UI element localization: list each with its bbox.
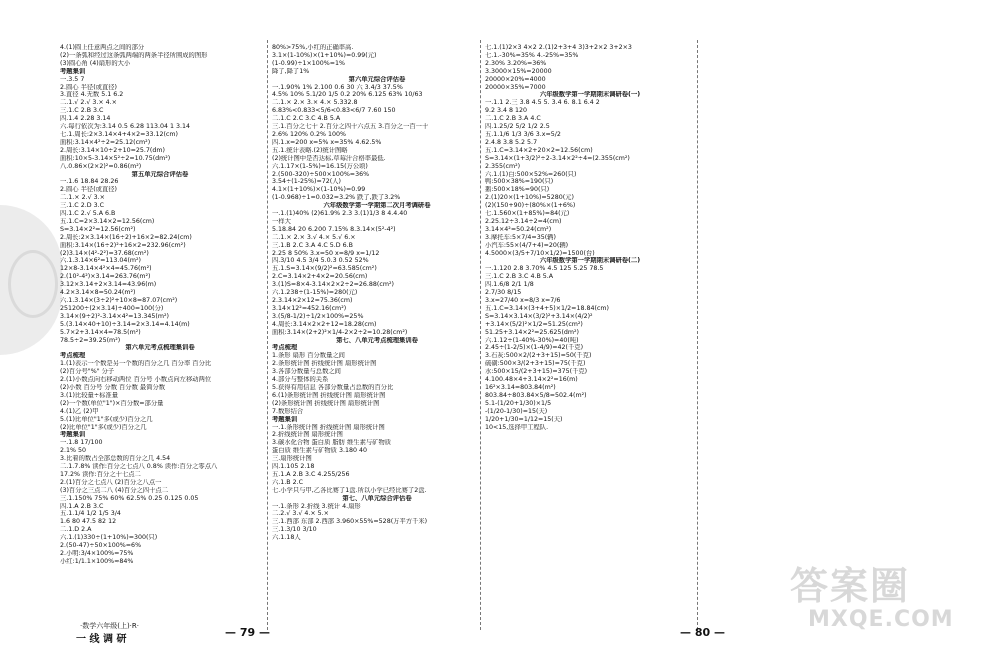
stamp-ring-graphic — [8, 250, 58, 318]
answer-line: 1.(1)表示一个数是另一个数的百分之几 百分率 百分比 — [60, 360, 212, 368]
answer-line: 四.1.x=200 x=5% x=35% 4.62.5% — [272, 138, 382, 146]
answer-line: 四.1.105 2.18 — [272, 463, 315, 471]
answer-line: 小红:1/1.1×100%≈84% — [60, 557, 134, 565]
answer-line: 2.4.8 3.8 5.2 5.7 — [485, 138, 538, 146]
answer-line: 2.355(cm²) — [485, 162, 521, 170]
answer-line: 5.获得有用信息 各部分数量占总数的百分比 — [272, 383, 394, 391]
answer-line: 6.83%<0.833<5/6<0.83<6/7 7.60 150 — [272, 107, 396, 115]
answer-line: 251200÷(2×3.14)÷400=100(分) — [60, 304, 164, 312]
answer-line: 鸭:500×38%=190(只) — [485, 178, 554, 186]
answer-line: 2.7/30 8/15 — [485, 289, 522, 297]
answer-line: 五.1.A 2.B 3.C 4.255/256 — [272, 470, 350, 478]
answer-line: 一样大 — [272, 217, 291, 225]
answer-line: 803.84÷803.84×5/8=502.4(m²) — [485, 391, 587, 399]
answer-line: 二.1.√ 2.√ 3.× 4.× — [60, 99, 117, 107]
answer-line: 六.1.3.14×(3÷2)²+10×8=87.07(cm²) — [60, 297, 178, 304]
answer-line: 三.1.西部 东部 2.西部 3.960×55%=528(万平方千米) — [272, 518, 428, 526]
section-heading: 六年级数学第一学期期末调研卷(一) — [539, 91, 641, 99]
answer-line: 六.1.12÷(1-40%-30%)=40(吨) — [485, 336, 579, 344]
answer-line: 一.1.条形统计图 折线统计图 扇形统计图 — [272, 423, 385, 431]
section-heading: 考点梳理 — [272, 344, 298, 352]
answer-line: 5.(3.14×40+10)÷3.14=2×3.14=4.14(m) — [60, 320, 190, 328]
answer-line: 3.12×3.14+2×3.14=43.96(m) — [60, 281, 157, 289]
answer-line: 3.3000×15%=20000 — [485, 67, 552, 75]
answer-line: +3.14×(5/2)²×1/2=51.25(cm²) — [485, 320, 583, 328]
answer-line: 3.(1)S=8×4-3.14×2×2÷2=26.88(cm²) — [272, 281, 394, 289]
answer-line: (2)(150+90)÷(80%×(1+6%) — [485, 202, 576, 210]
answer-line: 二.1.C 2.C 3.C 4.B 5.A — [272, 115, 341, 123]
answer-line: 3.(1)比较量÷标准量 — [60, 391, 118, 399]
column-right — [485, 44, 695, 431]
answer-line: (2)条形统计图 折线统计图 扇形统计图 — [272, 399, 380, 407]
answer-line: 三.1.C 2.B 3.C 4.B 5.A — [485, 273, 554, 281]
answer-line: 三.1.150% 75% 60% 62.5% 0.25 0.125 0.05 — [60, 494, 199, 502]
answer-line: 硫磺:500×3/(2+3+15)=75(千克) — [485, 360, 586, 368]
answer-line: 四.1.A 2.B 3.C — [60, 502, 104, 510]
answer-line: 2.25 8 50% 3.x=50 x=8/9 x=1/12 — [272, 249, 380, 257]
answer-line: 1.6 80 47.5 82 12 — [60, 518, 117, 526]
answer-line: 2.(500-320)÷500×100%=36% — [272, 170, 370, 178]
answer-line: 10<15,选择甲工程队. — [485, 423, 549, 431]
answer-line: (2)3.14×(4²-2²)=37.68(cm²) — [60, 249, 149, 257]
answer-line: 6.(1)条形统计图 折线统计图 扇形统计图 — [272, 391, 386, 399]
answer-line: 五.1.S=3.14×(9/2)²=63.585(cm²) — [272, 265, 377, 273]
answer-line: 四.1.4 2.28 3.14 — [60, 115, 111, 123]
answer-line: 三.1.3/10 3/10 — [272, 526, 317, 534]
answer-line: 一.1.1 2.三 3.8 4.5 5. 3.4 6. 8.1 6.4 2 — [485, 99, 600, 107]
answer-line: 2.3.14×2×12=75.36(cm) — [272, 297, 353, 304]
section-heading: 第六单元考点梳理集训卷 — [125, 344, 195, 352]
answer-line: 七.1.(1)2×3 4×2 2.(1)2+3+4 3)3+2×2 3+2×3 — [485, 44, 632, 51]
answer-line: 六.1.(1)330÷(1+10%)=300(只) — [60, 534, 158, 542]
answer-line: 2.6% 120% 0.2% 100% — [272, 130, 347, 138]
section-heading: 考点梳理 — [60, 352, 86, 360]
section-heading: 第六单元综合评估卷 — [348, 75, 406, 83]
answer-line: 三.1.C 2.D 3.C — [60, 202, 104, 210]
section-heading: 第七、八单元考点梳理集训卷 — [336, 336, 418, 344]
page-number-right: — 80 — — [680, 626, 725, 639]
answer-line: 六.1.238÷(1-15%)=280(元) — [272, 289, 358, 297]
answer-line: 2.45÷(1-2/5)×(1-4/9)=42(千克) — [485, 344, 584, 352]
watermark-url: MXQE.COM — [808, 607, 954, 632]
answer-line: 3.(5/8-1/2)÷1/2×100%=25% — [272, 312, 364, 320]
section-heading: 考题集训 — [272, 415, 298, 423]
answer-line: 三.1.B 2.C 3.A 4.C 5.D 6.B — [272, 241, 353, 249]
answer-line: 2.(1)20×(1+10%)=5280(元) — [485, 194, 574, 202]
answer-line: 面积:3.14×4²÷2=25.12(cm²) — [60, 138, 151, 146]
answer-line: 2.小明:3/4×100%=75% — [60, 550, 134, 557]
answer-line: 四.1.6/8 2/1 1/8 — [485, 281, 534, 289]
answer-line: 4.5000×(3/5+7/10×1/2)=1500(台) — [485, 249, 595, 257]
answer-line: 蛋白质 维生素与矿物质 3.180 40 — [272, 447, 368, 455]
page-number-left: — 79 — — [225, 626, 270, 639]
answer-line: 4.部分与整体的关系 — [272, 376, 329, 384]
answer-line: 5.7×2+3.14×4=78.5(m²) — [60, 328, 141, 336]
answer-line: 3.x=27/40 x=8/3 x=7/6 — [485, 297, 561, 304]
answer-line: 2.(10²-4²)×3.14=263.76(m²) — [60, 273, 151, 281]
answer-line: 二.1.7.8% 读作:百分之七点八 0.8% 读作:百分之零点八 — [60, 463, 218, 471]
answer-line: 20000×35%=7000 — [485, 83, 546, 91]
answer-line: (3)百分之三点二八 (4)百分之四十点二 — [60, 486, 168, 494]
answer-line: 二.1.D 2.A — [60, 526, 92, 534]
answer-line: (2)一条弧和经过这条弧两端的两条半径所围成的图形 — [60, 51, 208, 59]
answer-line: 面积:3.14×(16÷2)²+16×2=232.96(cm²) — [60, 241, 186, 249]
section-heading: 六年级数学第一学期期末调研卷(二) — [539, 257, 641, 265]
answer-line: 降了,降了1% — [272, 67, 310, 75]
answer-line: 5.(1)比单位"1"多(或少)百分之几 — [60, 415, 153, 423]
answer-line: 17.2% 读作:百分之十七点二 — [60, 470, 141, 478]
answer-line: 4.1×(1+10%)×(1-10%)=0.99 — [272, 186, 366, 194]
answer-line: 面积:3.14×(2+2)²×1/4-2×2÷2=10.28(cm²) — [272, 328, 408, 336]
answer-line: 五.1.C=3.14×2+20×2=12.56(cm) — [485, 146, 593, 154]
answer-line: 3.碳水化合物 蛋白质 脂肪 维生素与矿物质 — [272, 439, 392, 447]
answer-line: 鹅:500×18%=90(只) — [485, 186, 550, 194]
answer-line: 4.(1)乙 (2)甲 — [60, 407, 99, 415]
answer-line: 2.折线统计图 扇形统计图 — [272, 431, 343, 439]
answer-line: 2.(1)百分之七点八 (2)百分之八点一 — [60, 478, 162, 486]
answer-line: 五.1.C=2×3.14×2=12.56(cm) — [60, 217, 155, 225]
answer-line: 七.1.周长:2×3.14×4+4×2=33.12(cm) — [60, 130, 178, 138]
answer-line: 一.1.8 17/100 — [60, 439, 103, 447]
answer-line: 七.1.560×(1+85%)=84(元) — [485, 210, 570, 218]
answer-line: 2.条形统计图 折线统计图 扇形统计图 — [272, 360, 377, 368]
answer-line: 二.1.C 2.B 3.A 4.C — [485, 115, 541, 123]
answer-line: (2)统计图中是否达标,草莓汁合格率最低. — [272, 154, 386, 162]
answer-line: 水:500×15/(2+3+15)=375(千克) — [485, 368, 588, 376]
answer-line: S=3.14×3.14×(3/2)²+3.14×(4/2)² — [485, 312, 593, 320]
column-left — [60, 44, 260, 566]
answer-line: (2)一个数(单位"1")×百分数=部分量 — [60, 399, 164, 407]
answer-line: 二.1.× 2.√ 3.× — [60, 194, 105, 202]
answer-line: 小汽车:55×(4/7+4)=20(辆) — [485, 241, 569, 249]
answer-line: 2.圆心 半径(或直径) — [60, 83, 118, 91]
answer-line: 16²×3.14=803.84(m²) — [485, 383, 556, 391]
column-divider — [267, 40, 268, 630]
answer-line: 2.30% 3.20%=36% — [485, 59, 547, 67]
answer-line: (3)圆心角 (4)扇形的大小 — [60, 59, 131, 67]
answer-line: 四.3/10 4.5 3/4 5.0.3 0.52 52% — [272, 257, 369, 265]
answer-line: 51.25+3.14×2²=25.625(dm²) — [485, 328, 580, 336]
section-heading: 第七、八单元综合评估卷 — [342, 494, 412, 502]
answer-line: 3.1×(1-10%)×(1+10%)=0.99(元) — [272, 51, 377, 59]
answer-line: 4.2×3.14×8=50.24(m²) — [60, 289, 136, 297]
answer-line: (2)小数 百分号 分数 百分数 最简分数 — [60, 383, 166, 391]
answer-line: 二.2.√ 3.√ 4.× 5.× — [272, 510, 329, 518]
answer-line: 3.54÷(1-25%)=72(人) — [272, 178, 341, 186]
answer-line: 面积:10×5-3.14×5²÷2=10.75(dm²) — [60, 154, 171, 162]
answer-line: 六.1.(1)白:500×52%=260(只) — [485, 170, 577, 178]
footer-brand: 一 线 调 研 — [76, 634, 127, 645]
column-divider — [697, 40, 698, 630]
answer-line: 3.14×12²=452.16(cm²) — [272, 304, 347, 312]
answer-line: 2.圆心 半径(或直径) — [60, 186, 118, 194]
answer-line: 2.25.12÷3.14÷2=4(cm) — [485, 217, 562, 225]
answer-line: 4.(1)圆上任意两点之间的部分 — [60, 44, 145, 51]
answer-line: 3.比着的数占全部总数的百分之几 4.54 — [60, 455, 171, 463]
answer-line: 5.18.84 20 6.200 7.15% 8.3.14×(5²-4²) — [272, 225, 396, 233]
watermark-text: 答案圈 — [790, 564, 911, 608]
answer-line: 五.1.1/4 1/2 1/5 3/4 — [60, 510, 121, 518]
answer-line: 4.周长:3.14×2×2+12=18.28(cm) — [272, 320, 377, 328]
answer-line: 七.1.-30%=35% 4.-25%=35% — [485, 51, 579, 59]
answer-line: 八.0.86×(2×2)²=0.86(m²) — [60, 162, 142, 170]
answer-line: 六.每行依次为:3.14 0.5 6.28 113.04 1 3.14 — [60, 123, 191, 131]
answer-line: 二.1.× 2.× 3.× 4.× 5.332.8 — [272, 99, 358, 107]
section-heading: 考题集训 — [60, 431, 86, 439]
answer-line: 1/20+1/30=1/12=15(天) — [485, 415, 563, 423]
answer-line: 三.扇形统计图 — [272, 455, 312, 463]
answer-line: (2)百分号"%" 分子 — [60, 368, 115, 376]
answer-line: 3.各部分数量与总数之间 — [272, 368, 341, 376]
answer-line: 2.周长:3.14×10÷2+10=25.7(dm) — [60, 146, 165, 154]
answer-line: 四.1.25/2 5/2 1/2 2.5 — [485, 123, 550, 131]
answer-line: 12×8-3.14×4²×4=45.76(m²) — [60, 265, 152, 273]
answer-line: 2.1% 50 — [60, 447, 87, 455]
answer-line: 四.1.C 2.√ 5.A 6.B — [60, 210, 116, 218]
answer-line: (1-0.99)÷1×100%=1% — [272, 59, 346, 67]
answer-line: 一.1.(1)40% (2)61.9% 2.3 3.(1)1/3 8 4.4.40 — [272, 210, 408, 218]
column-divider — [480, 40, 481, 630]
answer-line: 1.条形 扇形 百分数量之间 — [272, 352, 345, 360]
answer-line: 一.3.5 7 — [60, 75, 85, 83]
answer-line: 2.C=3.14×2+4×2=20.56(cm) — [272, 273, 368, 281]
answer-line: 9.2 3.4 8 120 — [485, 107, 528, 115]
answer-line: 4.100.48×4+3.14×2²=16(m) — [485, 376, 578, 384]
answer-line: 80%>75%,小红的正确率高. — [272, 44, 354, 51]
answer-line: 六.1.17×(1-5%)=16.15(万公顷) — [272, 162, 368, 170]
answer-line: 3.直径 4.无数 5.1 6.2 — [60, 91, 124, 99]
answer-line: 一.1.90% 1% 2.100 0.6 30 六 3.4/3 37.5% — [272, 83, 403, 91]
answer-line: 3.摩托车:5×7/4=35(辆) — [485, 233, 556, 241]
answer-line: 2.(50-47)÷50×100%=6% — [60, 542, 142, 550]
answer-line: 3.石灰:500×2/(2+3+15)=50(千克) — [485, 352, 592, 360]
answer-line: 五.1.1/6 1/3 3/6 3.x=5/2 — [485, 130, 561, 138]
section-heading: 第五单元综合评估卷 — [131, 170, 189, 178]
footer-series-label: ·数学六年级(上)·R· — [80, 622, 140, 630]
answer-line: 78.5÷2=39.25(m²) — [60, 336, 121, 344]
answer-line: 2.(1)小数点向右移动两位 百分号 小数点向左移动两位 — [60, 376, 212, 384]
answer-line: 20000×20%=4000 — [485, 75, 546, 83]
answer-line: 三.1.百分之七十 2.百分之四十六点五 3.百分之一百一十 — [272, 123, 429, 131]
answer-line: 六.1.3.14×6²=113.04(m²) — [60, 257, 142, 265]
answer-line: 五.1.统计表略.(2)统计图略 — [272, 146, 348, 154]
answer-line: 2.周长:2×3.14×(16÷2)+16×2=82.24(cm) — [60, 233, 192, 241]
section-heading: 六年级数学第一学期第二次月考调研卷 — [323, 202, 431, 210]
answer-line: S=3.14×2²=12.56(cm²) — [60, 225, 136, 233]
answer-line: (1-0.968)÷1=0.032=3.2% 跌了,跌了3.2% — [272, 194, 401, 202]
answer-line: 3.14×4²=50.24(cm²) — [485, 225, 552, 233]
answer-line: 六.1.B 2.C — [272, 478, 304, 486]
answer-line: 7.数形结合 — [272, 407, 304, 415]
answer-line: 三.1.C 2.B 3.C — [60, 107, 104, 115]
column-middle — [272, 44, 482, 542]
answer-line: -(1/20-1/30)=15(天) — [485, 407, 548, 415]
answer-line: (2)比单位"1"多(或少)百分之几 — [60, 423, 147, 431]
answer-line: 六.1.18人 — [272, 534, 301, 542]
answer-line: S=3.14×(1+3/2)²÷2-3.14×2²÷4=(2.355(cm²) — [485, 154, 630, 162]
answer-line: 5.1-(1/20+1/30)×1/5 — [485, 399, 552, 407]
answer-line: 3.14×(9÷2)²-3.14×4²=13.345(m²) — [60, 312, 170, 320]
section-heading: 考题集训 — [60, 67, 86, 75]
answer-line: 五.1.C=3.14×(3+4+5)×1/2=18.84(cm) — [485, 304, 609, 312]
answer-line: 一.1.120 2.8 3.70% 4.5 125 5.25 78.5 — [485, 265, 604, 273]
answer-line: 一.1.条形 2.折线 3.统计 4.扇形 — [272, 502, 361, 510]
answer-line: 七.小学只与甲,乙各比赛了1盘.所以小学已经比赛了2盘. — [272, 486, 427, 494]
answer-line: 二.1.× 2.× 3.√ 4.× 5.√ 6.× — [272, 233, 356, 241]
answer-line: 一.1.6 18.84 28.26 — [60, 178, 119, 186]
watermark — [790, 545, 990, 645]
answer-line: 4.5% 10% 5.1/20 1/5 0.2 20% 6.125 63% 10/63 — [272, 91, 423, 99]
